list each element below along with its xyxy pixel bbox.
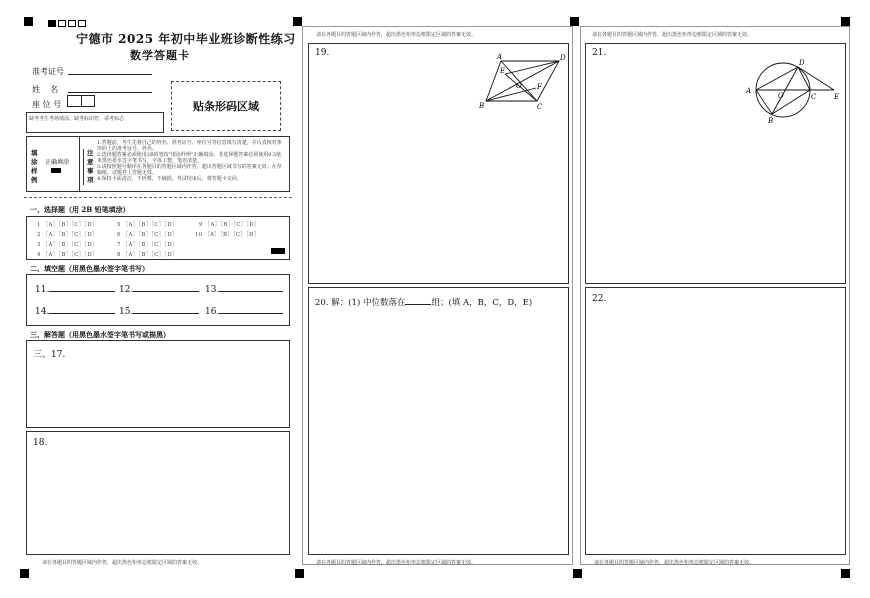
- notice-text: [97, 140, 285, 182]
- page-indicator: [48, 20, 86, 27]
- choice-row-4[interactable]: [37, 250, 98, 258]
- choice-row-2[interactable]: [37, 230, 98, 238]
- question-22-label: 22.: [592, 294, 607, 304]
- choice-options[interactable]: ［A］［B］［C］［D］: [42, 242, 98, 248]
- blank-number: 13.: [205, 285, 220, 295]
- q19-label-A: A: [497, 53, 503, 61]
- q21-label-D: D: [799, 59, 805, 67]
- bottom-warning: 请在各题目的答题区域内作答，超出黑色矩形边框限定区域的答案无效。: [42, 560, 203, 566]
- question-17-label: 三、17.: [33, 350, 66, 360]
- absent-mark-box[interactable]: [26, 112, 164, 133]
- answer-box-18[interactable]: [26, 431, 290, 555]
- q19-parallelogram-figure: [479, 52, 569, 110]
- choice-options[interactable]: ［A］［B］［C］［D］: [122, 242, 178, 248]
- question-number: 9: [199, 222, 203, 228]
- q20-answer-blank[interactable]: [405, 304, 431, 305]
- barcode-area-label: 贴条形码区域: [193, 100, 259, 113]
- blank-number: 15.: [119, 307, 134, 317]
- top-warning: 请在各题目的答题区域内作答，超出黑色矩形边框限定区域的答案无效。: [592, 32, 753, 38]
- choice-row-7[interactable]: [117, 240, 178, 248]
- question-20-text-after: 组；(填 A，B，C，D，E): [431, 298, 533, 308]
- exam-id-label: 准考证号: [32, 67, 64, 76]
- choice-options[interactable]: ［A］［B］［C］［D］: [204, 232, 260, 238]
- absent-note: 缺考考生考场填涂，缺考标识符，请考标志: [29, 116, 125, 122]
- question-number: 6: [117, 232, 121, 238]
- barcode-area: [171, 81, 281, 131]
- exam-id-field[interactable]: [68, 74, 152, 75]
- top-warning: 请在各题目的答题区域内作答，超出黑色矩形边框限定区域的答案无效。: [316, 32, 477, 38]
- question-number: 3: [37, 242, 41, 248]
- answer-box-21[interactable]: [585, 43, 846, 284]
- question-20-text-before: 解：(1) 中位数落在: [331, 298, 406, 308]
- timing-mark: [20, 569, 29, 578]
- answer-box-22[interactable]: [585, 287, 846, 555]
- q19-label-O: O: [516, 82, 522, 90]
- choice-row-8[interactable]: [117, 250, 178, 258]
- question-19-label: 19.: [315, 48, 330, 58]
- choice-row-6[interactable]: [117, 230, 178, 238]
- choice-options[interactable]: ［A］［B］［C］［D］: [42, 222, 98, 228]
- question-number: 10: [195, 232, 203, 238]
- question-20-label: 20.: [315, 298, 329, 308]
- seat-label: 座 位 号: [32, 100, 62, 109]
- fill-guide: [26, 136, 290, 192]
- question-number: 7: [117, 242, 121, 248]
- choice-row-5[interactable]: [117, 220, 178, 228]
- answer-sheet-subtitle: 数学答题卡: [130, 49, 190, 62]
- choice-options[interactable]: ［A］［B］［C］［D］: [122, 222, 178, 228]
- question-number: 2: [37, 232, 41, 238]
- q19-label-D: D: [560, 54, 566, 62]
- q21-label-A: A: [746, 87, 752, 95]
- choice-row-3[interactable]: [37, 240, 98, 248]
- question-18-label: 18.: [33, 438, 48, 448]
- question-number: 8: [117, 252, 121, 258]
- timing-mark: [570, 17, 579, 26]
- blank-16[interactable]: [205, 307, 283, 317]
- blank-13[interactable]: [205, 285, 283, 295]
- q19-label-F: F: [537, 83, 542, 91]
- name-field[interactable]: [68, 92, 152, 93]
- multiple-choice-grid: [26, 216, 290, 260]
- choice-timing-mark: [271, 248, 285, 254]
- q21-label-E: E: [834, 93, 840, 101]
- q21-label-B: B: [768, 117, 774, 124]
- notice-line: 1.答题前，考生先将自己的姓名、准考证号、座位号等信息填写清楚，并认真核对条形码上的准考证号、姓名。: [97, 140, 282, 152]
- timing-mark: [841, 569, 850, 578]
- name-label: 姓 名: [32, 85, 59, 94]
- blank-number: 16.: [205, 307, 220, 317]
- q19-label-B: B: [479, 102, 485, 110]
- q21-label-O: O: [778, 92, 784, 100]
- answer-box-17[interactable]: [26, 340, 290, 428]
- bottom-warning: 请在各题目的答题区域内作答，超出黑色矩形边框限定区域的答案无效。: [316, 560, 477, 566]
- bottom-warning: 请在各题目的答题区域内作答，超出黑色矩形边框限定区域的答案无效。: [594, 560, 755, 566]
- seat-number-field[interactable]: [67, 95, 95, 107]
- notice-line: 4.保持卡面清洁，不折叠，不破损。考试结束后，将答题卡交回。: [97, 176, 242, 182]
- timing-mark: [295, 569, 304, 578]
- question-20-prompt: [315, 296, 532, 308]
- blank-11[interactable]: [35, 285, 115, 295]
- section1-title: 一、选择题（用 2B 铅笔填涂）: [30, 205, 130, 214]
- choice-options[interactable]: ［A］［B］［C］［D］: [122, 232, 178, 238]
- notice-label: 注意事项: [83, 149, 95, 185]
- q19-label-C: C: [537, 103, 543, 110]
- question-21-label: 21.: [592, 48, 607, 58]
- q19-label-E: E: [500, 67, 506, 75]
- timing-mark: [841, 17, 850, 26]
- choice-options[interactable]: ［A］［B］［C］［D］: [42, 252, 98, 258]
- answer-box-19[interactable]: [308, 43, 569, 284]
- section3-title: 三、解答题（用黑色墨水签字笔书写或描黑）: [30, 330, 170, 339]
- section2-title: 二、填空题（用黑色墨水签字笔书写）: [30, 264, 149, 273]
- blank-number: 11.: [35, 285, 50, 295]
- question-number: 4: [37, 252, 41, 258]
- fill-example-label: 填涂样例: [31, 149, 38, 184]
- correct-fill-label: 正确填涂: [45, 159, 70, 166]
- choice-options[interactable]: ［A］［B］［C］［D］: [204, 222, 260, 228]
- choice-row-9[interactable]: [199, 220, 260, 228]
- exam-title: 宁德市 2025 年初中毕业班诊断性练习: [76, 32, 296, 46]
- choice-row-10[interactable]: [195, 230, 259, 238]
- correct-fill-sample: [51, 168, 61, 173]
- choice-row-1[interactable]: [37, 220, 98, 228]
- q21-label-C: C: [811, 93, 817, 101]
- question-number: 5: [117, 222, 121, 228]
- timing-mark: [573, 569, 582, 578]
- timing-mark: [24, 17, 33, 26]
- question-number: 1: [37, 222, 41, 228]
- choice-options[interactable]: ［A］［B］［C］［D］: [122, 252, 178, 258]
- blank-14[interactable]: [35, 307, 115, 317]
- blank-number: 12.: [119, 285, 134, 295]
- choice-options[interactable]: ［A］［B］［C］［D］: [42, 232, 98, 238]
- q21-circle-figure: [742, 52, 842, 124]
- blank-number: 14.: [35, 307, 50, 317]
- blank-12[interactable]: [119, 285, 199, 295]
- timing-mark: [293, 17, 302, 26]
- fill-in-blank-area: [26, 274, 290, 326]
- blank-15[interactable]: [119, 307, 199, 317]
- notice-line: 2.选择题答案必须使用2B铅笔按"填涂样例"正确填涂；非选择题答案必须使用0.5毫米黑色墨水签字笔书写，字体工整、笔迹清楚。: [97, 152, 282, 164]
- answer-box-20[interactable]: [308, 287, 569, 555]
- notice-line: 3.请按照题号顺序在各题目的答题区域内作答，超出答题区域书写的答案无效；在草稿纸、试题卷上答题无效。: [97, 164, 282, 176]
